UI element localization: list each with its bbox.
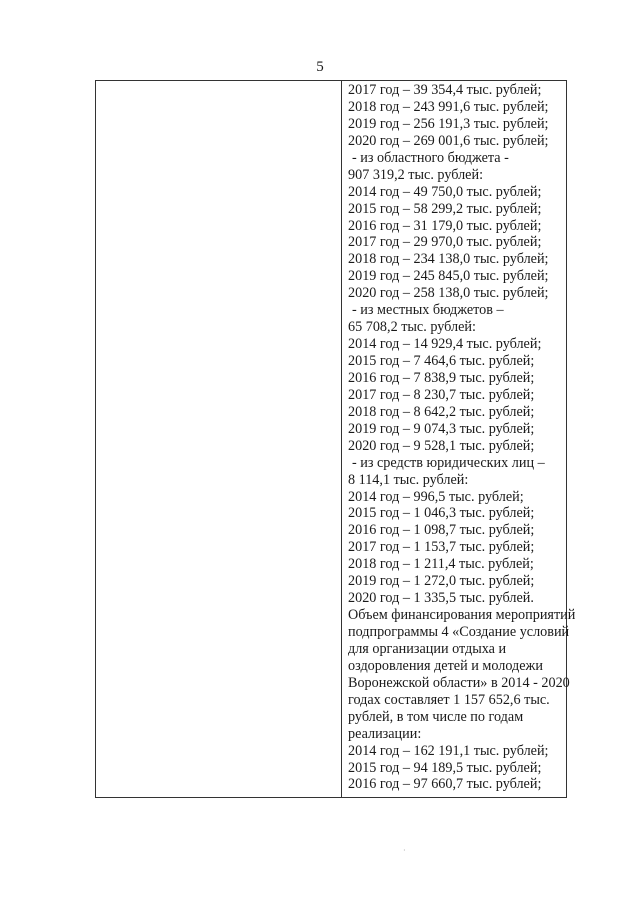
text-line: 2015 год – 94 189,5 тыс. рублей;: [348, 759, 542, 776]
text-line: - из областного бюджета -: [352, 149, 509, 166]
text-line: 2019 год – 256 191,3 тыс. рублей;: [348, 115, 549, 132]
document-table: [95, 80, 576, 798]
text-line: 2015 год – 1 046,3 тыс. рублей;: [348, 505, 535, 522]
text-line: оздоровления детей и молодежи: [348, 657, 543, 674]
text-line: 2016 год – 97 660,7 тыс. рублей;: [348, 776, 542, 793]
text-line: 2016 год – 7 838,9 тыс. рублей;: [348, 369, 535, 386]
text-line: - из местных бюджетов –: [352, 302, 504, 319]
text-line: рублей, в том числе по годам: [348, 708, 524, 725]
text-line: 2015 год – 7 464,6 тыс. рублей;: [348, 353, 535, 369]
text-line: Объем финансирования мероприятий: [348, 607, 576, 624]
text-line: 2018 год – 234 138,0 тыс. рублей;: [348, 251, 549, 268]
text-line: 2017 год – 8 230,7 тыс. рублей;: [348, 386, 535, 403]
text-line: 2018 год – 1 211,4 тыс. рублей;: [348, 556, 534, 573]
text-line: 8 114,1 тыс. рублей:: [348, 471, 469, 488]
text-line: 2020 год – 9 528,1 тыс. рублей;: [348, 437, 535, 454]
table-right-cell: [348, 82, 576, 793]
text-line: 2016 год – 1 098,7 тыс. рублей;: [348, 522, 535, 539]
text-line: 2017 год – 29 970,0 тыс. рублей;: [348, 234, 542, 251]
text-line: 2014 год – 996,5 тыс. рублей;: [348, 488, 524, 505]
text-line: подпрограммы 4 «Создание условий: [348, 624, 570, 640]
page-number: 5: [316, 59, 324, 75]
text-line: 2017 год – 1 153,7 тыс. рублей;: [348, 539, 535, 556]
text-line: 2020 год – 258 138,0 тыс. рублей;: [348, 285, 549, 302]
text-line: 2020 год – 1 335,5 тыс. рублей.: [348, 590, 534, 607]
text-line: 2018 год – 8 642,2 тыс. рублей;: [348, 403, 535, 420]
text-line: - из средств юридических лиц –: [352, 454, 545, 471]
text-line: 65 708,2 тыс. рублей:: [348, 319, 476, 336]
text-line: 2018 год – 243 991,6 тыс. рублей;: [348, 98, 549, 115]
text-line: Воронежской области» в 2014 - 2020: [348, 674, 570, 691]
text-line: 907 319,2 тыс. рублей:: [348, 166, 484, 183]
text-line: 2019 год – 245 845,0 тыс. рублей;: [348, 268, 549, 285]
text-line: 2020 год – 269 001,6 тыс. рублей;: [348, 132, 549, 149]
text-line: 2019 год – 9 074,3 тыс. рублей;: [348, 420, 535, 437]
text-line: 2014 год – 49 750,0 тыс. рублей;: [348, 183, 542, 200]
text-line: 2017 год – 39 354,4 тыс. рублей;: [348, 82, 542, 98]
text-line: 2019 год – 1 272,0 тыс. рублей;: [348, 573, 535, 590]
column-divider: [341, 81, 342, 797]
text-line: реализации:: [348, 725, 422, 742]
text-line: 2015 год – 58 299,2 тыс. рублей;: [348, 200, 542, 217]
text-line: 2014 год – 162 191,1 тыс. рублей;: [348, 742, 549, 759]
text-line: годах составляет 1 157 652,6 тыс.: [348, 691, 550, 708]
text-line: 2016 год – 31 179,0 тыс. рублей;: [348, 217, 542, 234]
text-line: для организации отдыха и: [348, 640, 507, 657]
scan-artifact: ·: [403, 846, 406, 855]
table-left-cell: [96, 81, 341, 797]
text-line: 2014 год – 14 929,4 тыс. рублей;: [348, 336, 542, 353]
